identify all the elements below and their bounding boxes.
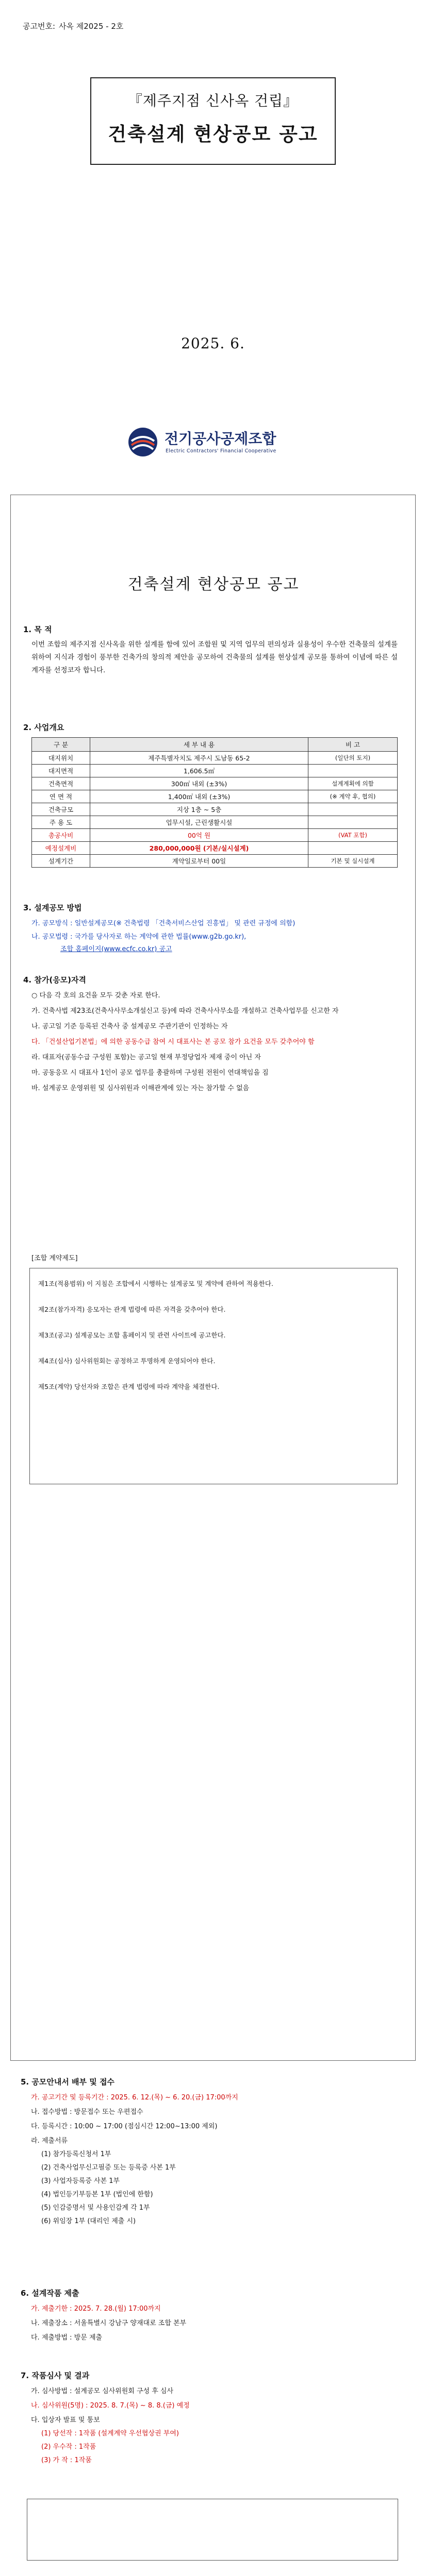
table-cell — [308, 803, 398, 816]
fine-print-item: 제5조(계약) 당선자와 조합은 관계 법령에 따라 계약을 체결한다. — [38, 1383, 220, 1391]
document-frame — [10, 495, 416, 2061]
table-cell: 300㎡ 내외 (±3%) — [90, 777, 308, 790]
section-4-item: ○ 다음 각 호의 요건을 모두 갖춘 자로 한다. — [31, 992, 160, 999]
table-cell: 예정설계비 — [32, 842, 90, 855]
section-7-item: (1) 당선작 : 1작품 (설계계약 우선협상권 부여) — [41, 2430, 179, 2437]
table-cell: 건축규모 — [32, 803, 90, 816]
section-4-item: 라. 대표자(공동수급 구성원 포함)는 공고일 현재 부정당업자 제재 중이 아닌 자 — [31, 1054, 261, 1061]
section-5-heading: 5. 공모안내서 배부 및 접수 — [21, 2077, 114, 2087]
table-cell: 연 면 적 — [32, 790, 90, 803]
notice-number: 공고번호:사옥 제2025 - 2호 — [23, 22, 124, 31]
table-cell: 280,000,000원 (기본/실시설계) — [90, 842, 308, 855]
section-4-item: 마. 공동응모 시 대표사 1인이 공모 업무를 총괄하며 구성원 전원이 연대책임을 짐 — [31, 1069, 269, 1077]
section-7-heading: 7. 작품심사 및 결과 — [21, 2371, 90, 2380]
section-5-item: 라. 제출서류 — [31, 2137, 68, 2145]
table-cell: 설계기간 — [32, 855, 90, 868]
table-header-row — [32, 738, 398, 752]
section-4-heading: 4. 참가(응모)자격 — [23, 975, 87, 985]
fine-print-item: 제1조(적용범위) 이 지침은 조합에서 시행하는 설계공모 및 계약에 관하여 적용한다. — [38, 1280, 273, 1287]
section-7-item: 나. 심사위원(5명) : 2025. 8. 7.(목) ~ 8. 8.(금) 예정 — [31, 2402, 190, 2410]
table-cell: 대지위치 — [32, 752, 90, 765]
table-cell: (VAT 포함) — [308, 829, 398, 842]
section-5-item: (1) 참가등록신청서 1부 — [41, 2150, 111, 2158]
table-cell: 1,400㎡ 내외 (±3%) — [90, 790, 308, 803]
table-cell: 제주특별자치도 제주시 도남동 65-2 — [90, 752, 308, 765]
table-row — [32, 829, 398, 842]
section-6-item: 가. 제출기한 : 2025. 7. 28.(월) 17:00까지 — [31, 2305, 161, 2313]
project-overview-table — [31, 737, 398, 868]
table-cell: 지상 1층 ~ 5층 — [90, 803, 308, 816]
table-header: 비 고 — [308, 738, 398, 752]
table-cell — [308, 816, 398, 829]
section-2-heading: 2. 사업개요 — [23, 723, 64, 732]
section-5-item: 가. 공고기간 및 등록기간 : 2025. 6. 12.(목) ~ 6. 20.(금) 17:00까지 — [31, 2094, 238, 2102]
section-5-item: 나. 접수방법 : 방문접수 또는 우편접수 — [31, 2108, 143, 2116]
section-6-item: 나. 제출장소 : 서울특별시 강남구 양재대로 조합 본부 — [31, 2319, 187, 2327]
table-cell — [308, 842, 398, 855]
section-6-heading: 6. 설계작품 제출 — [21, 2289, 79, 2298]
section-4-item: 다. 「건설산업기본법」에 의한 공동수급 참여 시 대표사는 본 공모 참가 요건을 모두 갖추어야 함 — [31, 1038, 315, 1046]
notice-number-value: 사옥 제2025 - 2호 — [58, 22, 124, 31]
table-cell: 설계계획에 의함 — [308, 777, 398, 790]
document-title: 건축설계 현상공모 공고 — [127, 575, 300, 594]
cover-subtitle: 『제주지점 신사옥 건립』 — [127, 92, 299, 109]
notice-box — [27, 2499, 398, 2561]
fine-print-item: 제4조(심사) 심사위원회는 공정하고 투명하게 운영되어야 한다. — [38, 1357, 216, 1365]
table-cell — [308, 765, 398, 777]
section-7-item: (2) 우수작 : 1작품 — [41, 2443, 96, 2451]
table-header: 구 분 — [32, 738, 90, 752]
fine-print-box — [29, 1268, 398, 1484]
table-row — [32, 765, 398, 777]
section-5-item: (5) 인감증명서 및 사용인감계 각 1부 — [41, 2204, 150, 2212]
table-row — [32, 803, 398, 816]
logo-mark-icon — [126, 426, 159, 459]
table-cell: (일단의 토지) — [308, 752, 398, 765]
table-cell: 건축면적 — [32, 777, 90, 790]
table-cell: 총공사비 — [32, 829, 90, 842]
table-cell: 계약일로부터 00일 — [90, 855, 308, 868]
notice-number-label: 공고번호 — [23, 22, 53, 31]
logo-name-english: Electric Contractors' Financial Cooperative — [166, 448, 276, 454]
table-cell: 00억 원 — [90, 829, 308, 842]
table-cell: 업무시설, 근린생활시설 — [90, 816, 308, 829]
section-7-item: 가. 심사방법 : 설계공모 심사위원회 구성 후 심사 — [31, 2387, 174, 2395]
table-row — [32, 855, 398, 868]
table-cell: 주 용 도 — [32, 816, 90, 829]
section-4-item: 바. 설계공모 운영위원 및 심사위원과 이해관계에 있는 자는 참가할 수 없음 — [31, 1084, 250, 1092]
section-4-item: 가. 건축사법 제23조(건축사사무소개설신고 등)에 따라 건축사사무소를 개설하고 건축사업무를 신고한 자 — [31, 1007, 339, 1015]
organization-logo — [126, 422, 302, 469]
table-header: 세 부 내 용 — [90, 738, 308, 752]
section-4-item: 나. 공고일 기준 등록된 건축사 중 설계공모 주관기관이 인정하는 자 — [31, 1023, 228, 1030]
cover-date: 2025. 6. — [181, 335, 245, 352]
table-row — [32, 752, 398, 765]
section-3-item: 조합 홈페이지(www.ecfc.co.kr) 공고 — [60, 945, 172, 953]
table-cell: (※ 계약 후, 협의) — [308, 790, 398, 803]
table-row — [32, 790, 398, 803]
logo-name-korean: 전기공사공제조합 — [165, 430, 276, 447]
table-row — [32, 816, 398, 829]
table-cell: 대지면적 — [32, 765, 90, 777]
fine-print-item: 제3조(공고) 설계공모는 조합 홈페이지 및 관련 사이트에 공고한다. — [38, 1331, 226, 1339]
cover-title-box — [90, 77, 336, 165]
table-cell: 기본 및 실시설계 — [308, 855, 398, 868]
section-3-item: 나. 공모법령 : 국가를 당사자로 하는 계약에 관한 법률(www.g2b.go.kr), — [31, 933, 247, 941]
section-1-body: 이번 조합의 제주지점 신사옥을 위한 설계를 함에 있어 조합원 및 지역 업무의 편의성과 실용성이 우수한 건축물의 설계를 위하여 지식과 경험이 풍부한 건축가의 창의적 제안을 공모하여 건축물의 설계를 현상설계 공모를 통하여 이념에 따른 설계자를 선정코자 합니다. — [31, 640, 398, 674]
table-row — [32, 777, 398, 790]
section-5-item: (6) 위임장 1부 (대리인 제출 시) — [41, 2217, 136, 2225]
section-1-heading: 1. 목 적 — [23, 625, 52, 634]
section-6-item: 다. 제출방법 : 방문 제출 — [31, 2334, 103, 2342]
section-5-item: (4) 법인등기부등본 1부 (법인에 한함) — [41, 2191, 153, 2198]
section-7-item: 다. 입상자 발표 및 통보 — [31, 2416, 100, 2424]
cover-title: 건축설계 현상공모 공고 — [108, 123, 318, 145]
fine-print-item: 제2조(참가자격) 응모자는 관계 법령에 따른 자격을 갖추어야 한다. — [38, 1306, 226, 1313]
section-3-heading: 3. 설계공모 방법 — [23, 903, 82, 912]
section-5-item: (2) 건축사업무신고필증 또는 등록증 사본 1부 — [41, 2164, 176, 2172]
section-5-item: (3) 사업자등록증 사본 1부 — [41, 2177, 120, 2185]
table-row — [32, 842, 398, 855]
fine-print-title: [조합 계약제도] — [31, 1255, 78, 1262]
section-3-item: 가. 공모방식 : 일반설계공모(※ 건축법령 「건축서비스산업 진흥법」 및 관련 규정에 의함) — [31, 920, 296, 927]
section-7-item: (3) 가 작 : 1작품 — [41, 2456, 92, 2464]
section-5-item: 다. 등록시간 : 10:00 ~ 17:00 (점심시간 12:00~13:00 제외) — [31, 2123, 218, 2130]
table-cell: 1,606.5㎡ — [90, 765, 308, 777]
